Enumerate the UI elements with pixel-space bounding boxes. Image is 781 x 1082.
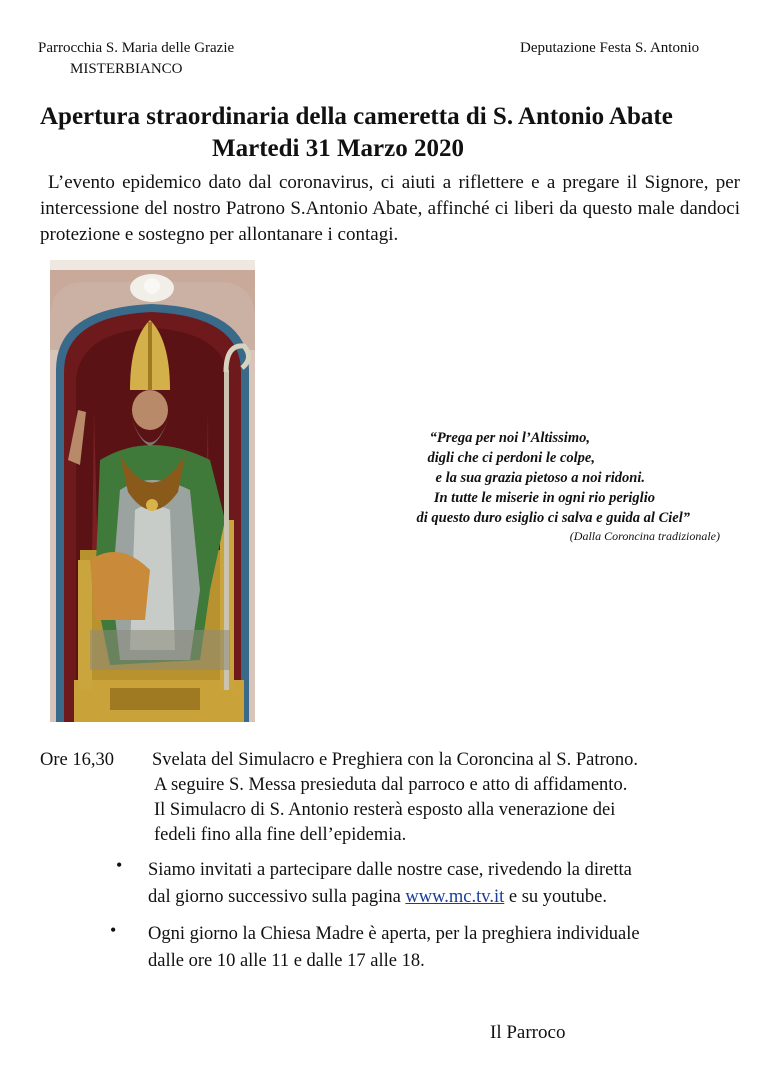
saint-antonio-statue-image bbox=[50, 260, 255, 722]
bullet-line: Siamo invitati a partecipare dalle nostre case, rivedendo la diretta bbox=[148, 860, 632, 880]
prayer-quote bbox=[330, 428, 690, 528]
bullet-text-post: e su youtube. bbox=[504, 887, 607, 907]
intro-text: L’evento epidemico dato dal coronavirus, ci aiuti a riflettere e a pregare il Signore, per intercessione del nostro Patrono S.Antonio Abate, affinché ci liberi da questo male dandoci protezione e sostegno per allontanare i contagi. bbox=[40, 172, 740, 245]
schedule-line: Il Simulacro di S. Antonio resterà esposto alla venerazione dei bbox=[154, 800, 616, 820]
schedule-line: Svelata del Simulacro e Preghiera con la Coroncina al S. Patrono. bbox=[152, 750, 639, 770]
statue-illustration bbox=[50, 260, 255, 722]
deputation-name: Deputazione Festa S. Antonio bbox=[520, 40, 700, 56]
schedule-description bbox=[152, 748, 772, 848]
quote-line: di questo duro esiglio ci salva e guida al Ciel” bbox=[416, 510, 690, 526]
website-link[interactable]: www.mc.tv.it bbox=[405, 887, 505, 907]
quote-source: (Dalla Coroncina tradizionale) bbox=[569, 529, 720, 543]
quote-line: “Prega per noi l’Altissimo, bbox=[429, 430, 590, 446]
bullet-line: dalle ore 10 alle 11 e dalle 17 alle 18. bbox=[148, 951, 425, 971]
event-date: Martedi 31 Marzo 2020 bbox=[212, 135, 465, 162]
quote-line: digli che ci perdoni le colpe, bbox=[427, 450, 595, 466]
parish-name: Parrocchia S. Maria delle Grazie bbox=[38, 40, 235, 56]
quote-line: e la sua grazia pietoso a noi ridoni. bbox=[435, 470, 645, 486]
bullet-line: Ogni giorno la Chiesa Madre è aperta, per la preghiera individuale bbox=[148, 924, 640, 944]
bullet-icon: • bbox=[116, 855, 123, 875]
schedule-time: Ore 16,30 bbox=[40, 750, 114, 770]
bullet-icon: • bbox=[110, 920, 117, 940]
bullet-item-live-stream bbox=[148, 857, 768, 911]
bullet-line bbox=[148, 884, 768, 911]
schedule-line: A seguire S. Messa presieduta dal parroco e atto di affidamento. bbox=[154, 775, 628, 795]
quote-line: In tutte le miserie in ogni rio periglio bbox=[433, 490, 655, 506]
parish-town: MISTERBIANCO bbox=[70, 61, 183, 77]
signature: Il Parroco bbox=[490, 1022, 566, 1043]
page-title: Apertura straordinaria della cameretta di S. Antonio Abate bbox=[40, 103, 673, 130]
intro-paragraph bbox=[40, 170, 740, 248]
schedule-line: fedeli fino alla fine dell’epidemia. bbox=[154, 825, 407, 845]
bullet-text-pre: dal giorno successivo sulla pagina bbox=[148, 887, 406, 907]
bullet-item-church-hours bbox=[148, 921, 768, 975]
